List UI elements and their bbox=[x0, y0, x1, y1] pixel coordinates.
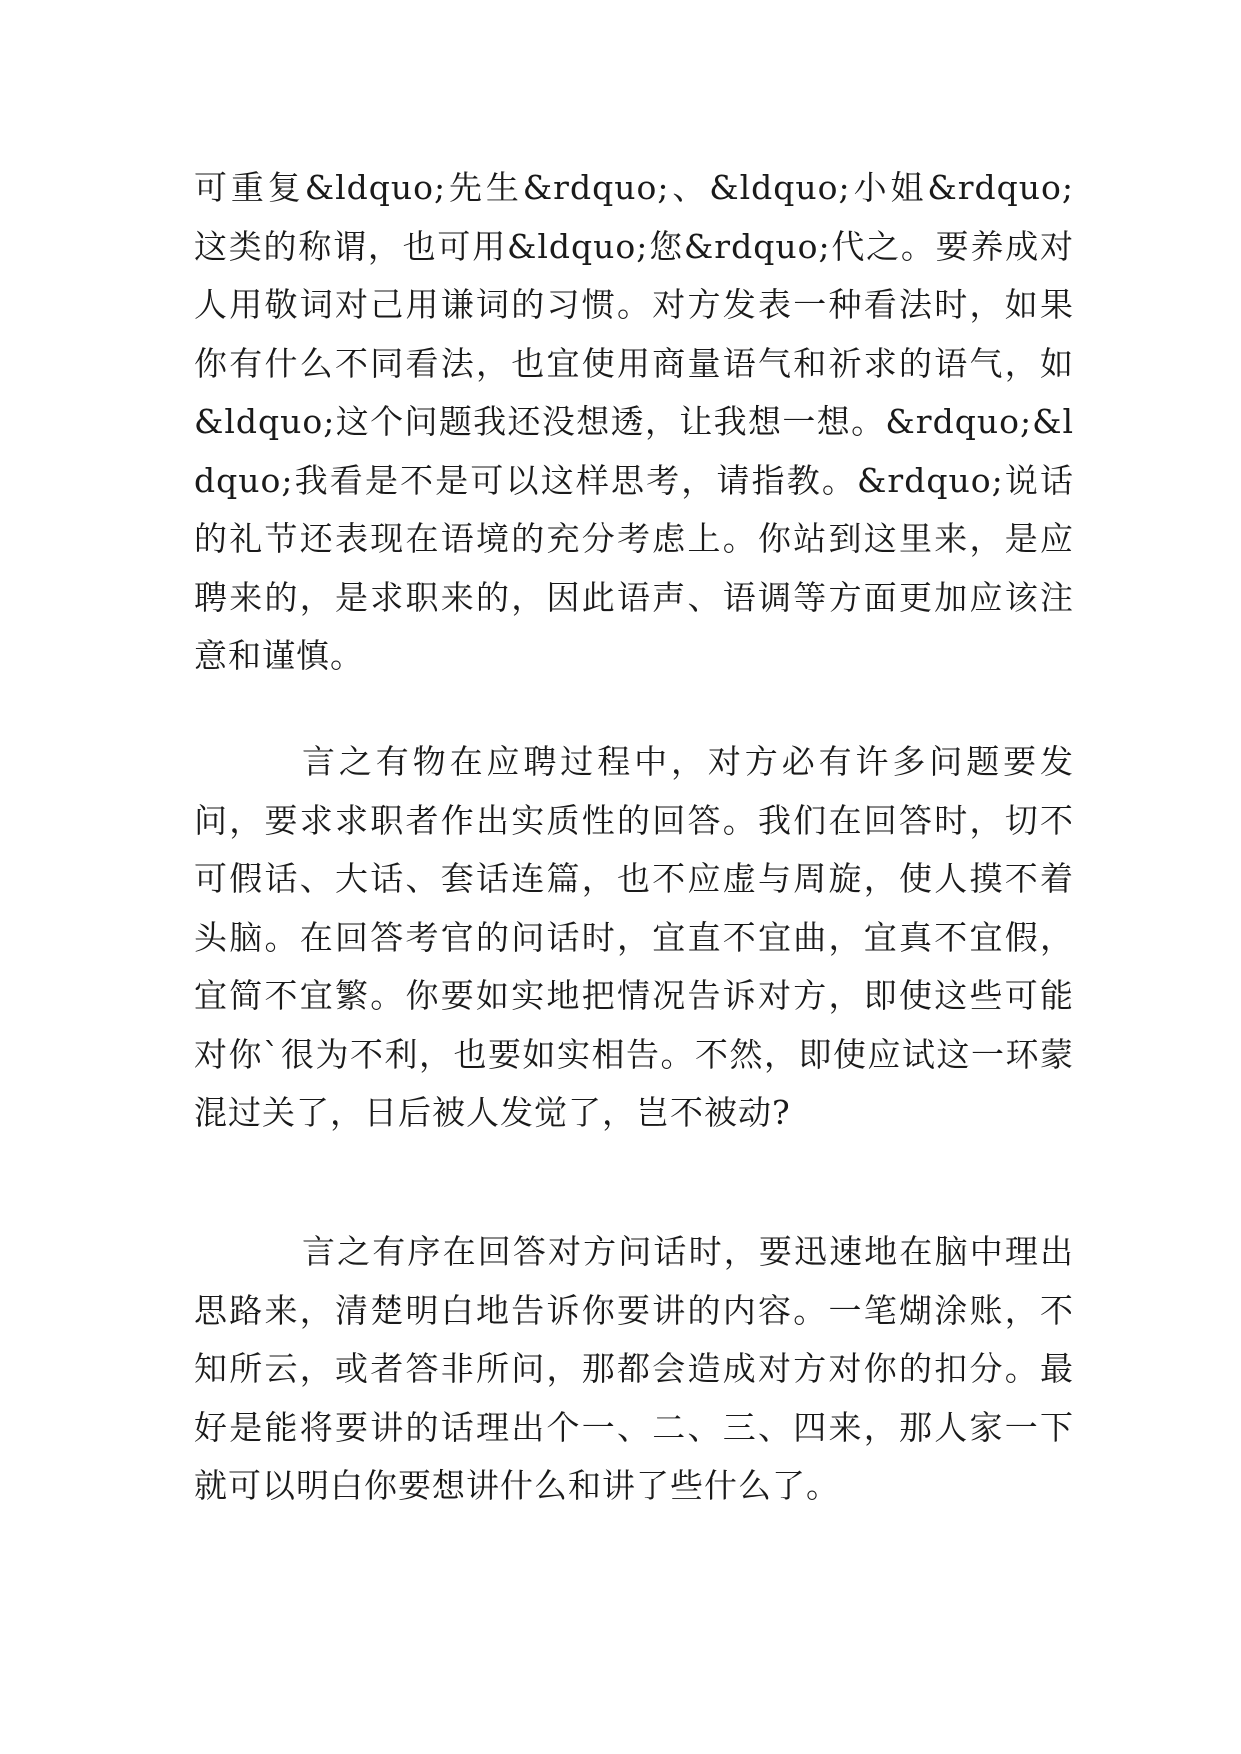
paragraph-order: 言之有序在回答对方问话时，要迅速地在脑中理出思路来，清楚明白地告诉你要讲的内容。一笔煳涂账，不知所云，或者答非所问，那都会造成对方对你的扣分。最好是能将要讲的话理出个一、二、三、四来，那人家一下就可以明白你要想讲什么和讲了些什么了。 bbox=[194, 1232, 1074, 1505]
paragraph-substance: 言之有物在应聘过程中，对方必有许多问题要发问，要求求职者作出实质性的回答。我们在回答时，切不可假话、大话、套话连篇，也不应虚与周旋，使人摸不着头脑。在回答考官的问话时，宜直不宜曲，宜真不宜假，宜简不宜繁。你要如实地把情况告诉对方，即使这些可能对你`很为不利，也要如实相告。不然，即使应试这一环蒙混过关了，日后被人发觉了，岂不被动? bbox=[194, 742, 1074, 1132]
paragraph-etiquette: 可重复&ldquo;先生&rdquo;、&ldquo;小姐&rdquo;这类的称谓，也可用&ldquo;您&rdquo;代之。要养成对人用敬词对己用谦词的习惯。对方发表一种看法时，如果你有什么不同看法，也宜使用商量语气和祈求的语气，如&ldquo;这个问题我还没想透，让我想一想。&rdquo;&ldquo;我看是不是可以这样思考，请指教。&rdquo;说话的礼节还表现在语境的充分考虑上。你站到这里来，是应聘来的，是求职来的，因此语声、语调等方面更加应该注意和谨慎。 bbox=[194, 168, 1074, 675]
